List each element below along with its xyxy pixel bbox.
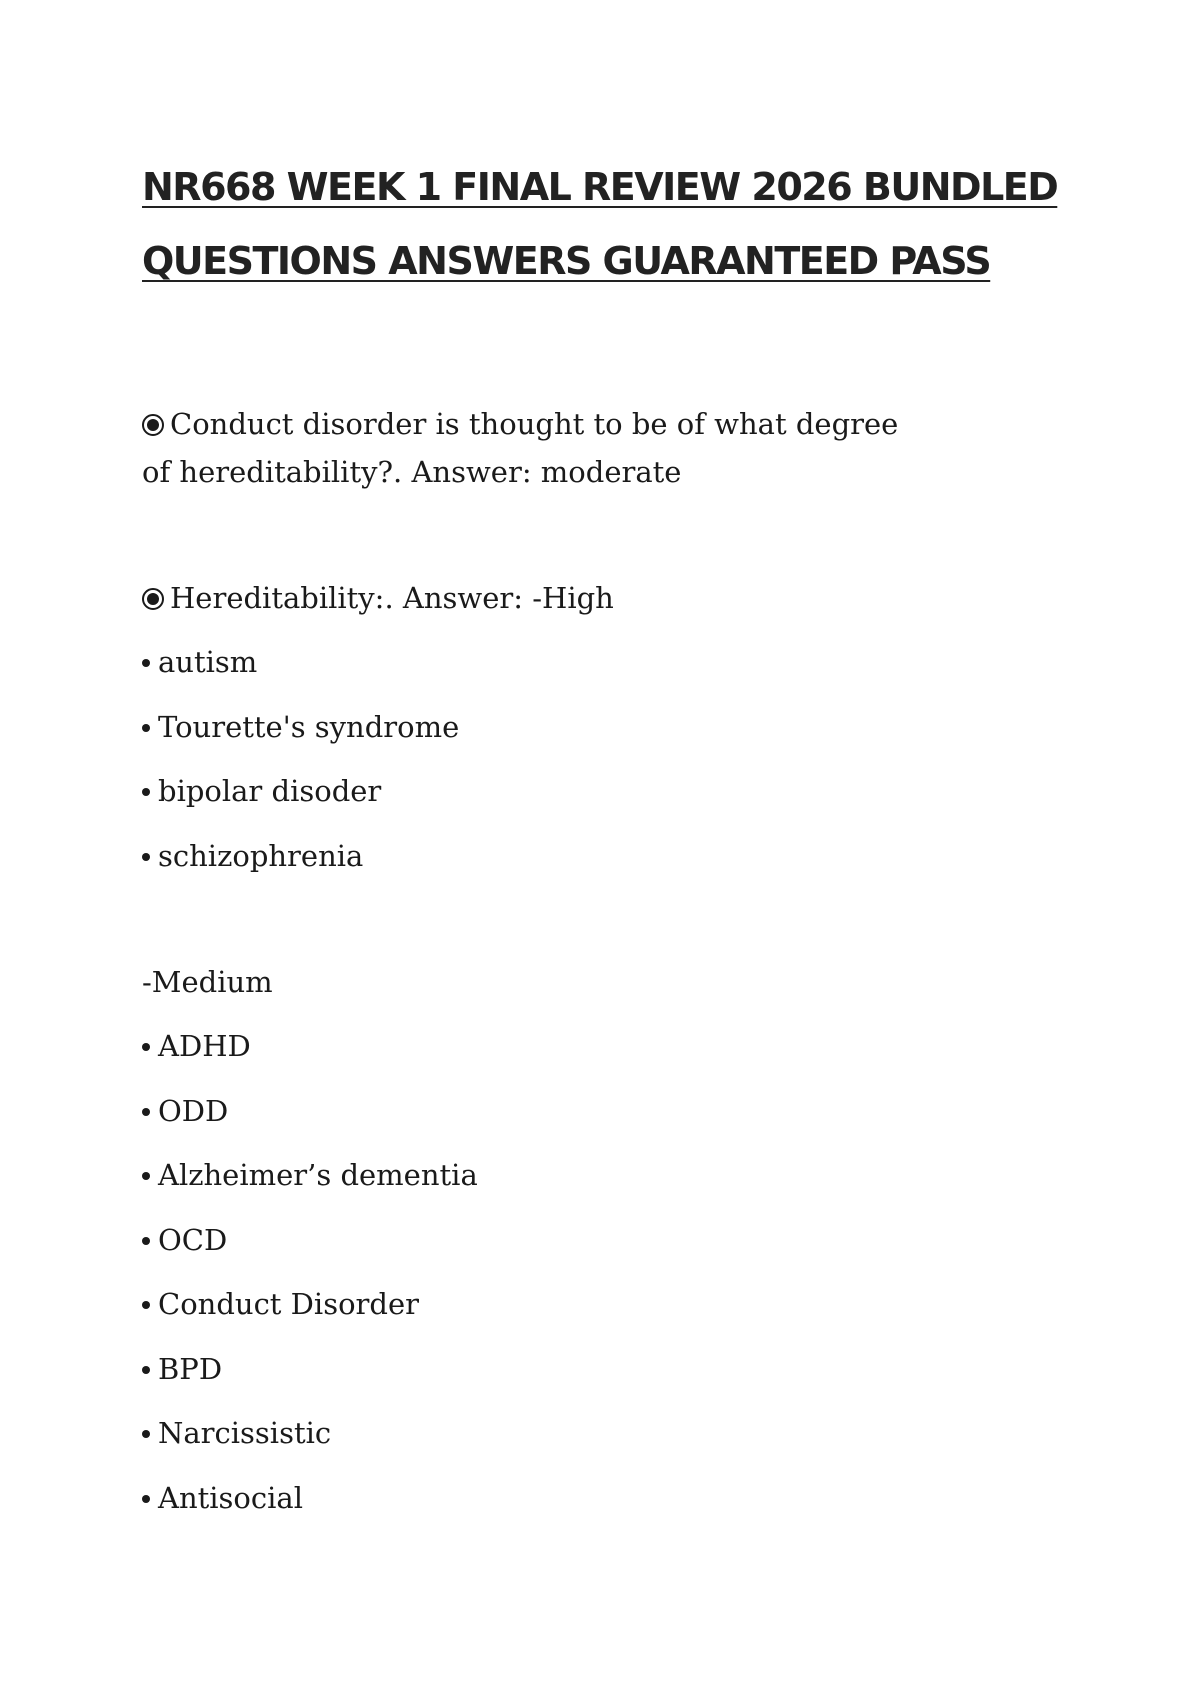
- radio-filled-icon: [142, 588, 164, 610]
- list-item: Antisocial: [142, 1474, 478, 1539]
- list-item: autism: [142, 638, 459, 703]
- bullet-icon: [142, 659, 150, 667]
- list-item: BPD: [142, 1345, 478, 1410]
- bullet-icon: [142, 724, 150, 732]
- list-item: OCD: [142, 1216, 478, 1281]
- document-title: [142, 150, 1058, 298]
- bullet-icon: [142, 1495, 150, 1503]
- radio-filled-icon: [142, 414, 164, 436]
- bullet-icon: [142, 788, 150, 796]
- high-hereditability-list: [142, 638, 459, 896]
- list-item: schizophrenia: [142, 832, 459, 897]
- list-item: bipolar disoder: [142, 767, 459, 832]
- list-item: Alzheimer’s dementia: [142, 1151, 478, 1216]
- list-item: ODD: [142, 1087, 478, 1152]
- question-1: [142, 400, 902, 496]
- bullet-icon: [142, 1237, 150, 1245]
- question-2: [142, 574, 614, 622]
- bullet-icon: [142, 1301, 150, 1309]
- question-1-text: Conduct disorder is thought to be of what degree of hereditability?. Answer: moderate: [142, 407, 899, 489]
- title-line-1: NR668 WEEK 1 FINAL REVIEW 2026 BUNDLED: [142, 165, 1058, 209]
- title-line-2: QUESTIONS ANSWERS GUARANTEED PASS: [142, 239, 991, 283]
- list-item: Narcissistic: [142, 1409, 478, 1474]
- list-item: Conduct Disorder: [142, 1280, 478, 1345]
- bullet-icon: [142, 1043, 150, 1051]
- bullet-icon: [142, 1366, 150, 1374]
- bullet-icon: [142, 1108, 150, 1116]
- medium-heading: -Medium: [142, 965, 273, 999]
- bullet-icon: [142, 853, 150, 861]
- bullet-icon: [142, 1172, 150, 1180]
- question-2-text: Hereditability:. Answer: -High: [170, 581, 614, 615]
- list-item: Tourette's syndrome: [142, 703, 459, 768]
- bullet-icon: [142, 1430, 150, 1438]
- list-item: ADHD: [142, 1022, 478, 1087]
- medium-hereditability-list: [142, 1022, 478, 1538]
